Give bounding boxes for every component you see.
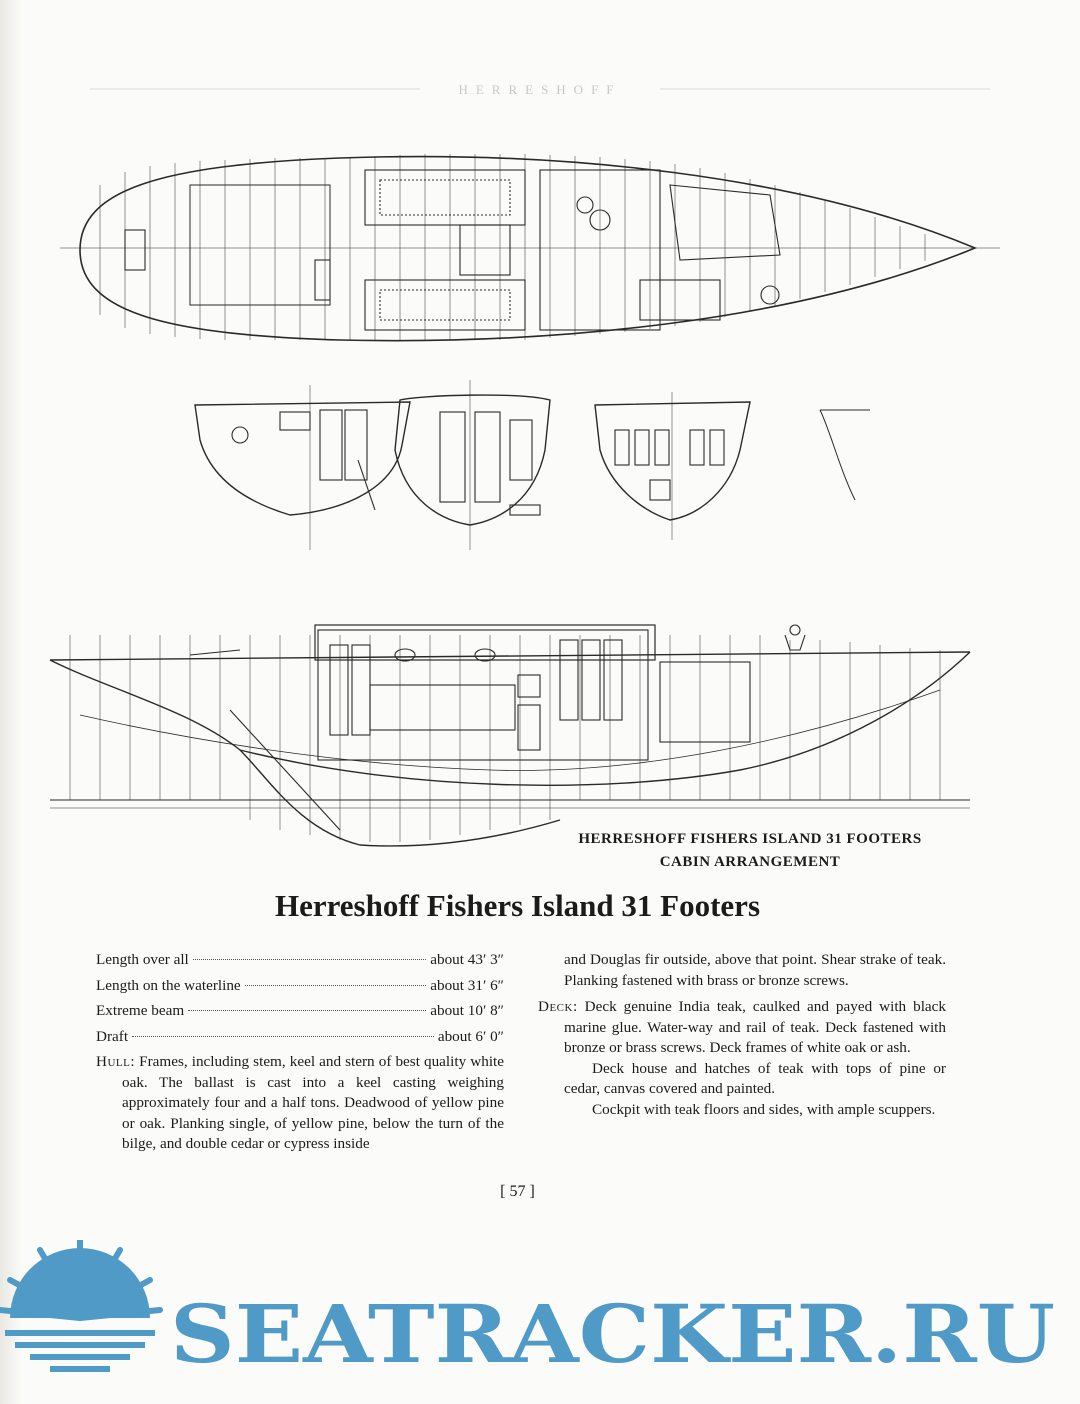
right-column [538,950,946,1120]
seatracker-watermark [0,1240,1080,1404]
spec-label: Draft [96,1027,129,1045]
hull-continued-paragraph: and Douglas fir outside, above that point. Shear strake of teak. Planking fastened with brass or bronze screws. [564,951,946,989]
left-column [96,950,504,1155]
cockpit-paragraph: Cockpit with teak floors and sides, with ample scuppers. [592,1100,936,1118]
deck-heading: Deck: [538,998,578,1015]
plan-view [60,154,1000,341]
deck-paragraph [538,997,946,1059]
spec-row [96,1027,504,1048]
section-views [195,380,870,550]
profile-view [50,625,970,846]
cabin-arrangement-drawing [40,130,1040,870]
hull-paragraph [96,1052,504,1155]
spec-row [96,1001,504,1022]
hull-heading: Hull: [96,1053,136,1070]
caption-line-2: CABIN ARRANGEMENT [659,854,841,870]
spec-value: about 31′ 6″ [430,976,504,994]
spec-label: Length over all [96,951,189,968]
spec-row [96,976,504,997]
deck-text: Deck genuine India teak, caulked and payed with black marine glue. Water-way and rail of teak. Deck fastened with bronze or brass screws. Deck frames of white oak or ash. [564,998,946,1056]
hull-text: Frames, including stem, keel and stern of best quality white oak. The ballast is cast into a keel casting weighing approximately four and a half tons. Deadwood of yellow pine or oak. Planking single, of yellow pine, below the turn of the bilge, and double cedar or cypress inside [122,1053,504,1152]
watermark-text: SEATRACKER.RU [170,1287,1055,1381]
running-head [90,80,990,98]
caption-line-1: HERRESHOFF FISHERS ISLAND 31 FOOTERS [578,831,922,847]
page-title: Herreshoff Fishers Island 31 Footers [274,888,761,923]
figure-caption [560,828,940,874]
spec-value: about 6′ 0″ [437,1027,504,1045]
spec-value: about 10′ 8″ [430,1002,504,1019]
dot-leader [245,985,427,986]
running-head-text: HERRESHOFF [458,82,622,97]
spec-row [96,950,504,971]
dot-leader [193,959,426,960]
spec-label: Extreme beam [96,1002,185,1019]
dot-leader [132,1036,434,1037]
dot-leader [188,1010,426,1011]
sun-logo-icon [0,1240,160,1372]
page-number: [ 57 ] [500,1183,535,1200]
deck-house-paragraph: Deck house and hatches of teak with tops of pine or cedar, canvas covered and painted. [564,1059,946,1097]
spec-label: Length on the waterline [96,976,241,994]
spec-value: about 43′ 3″ [430,951,504,968]
